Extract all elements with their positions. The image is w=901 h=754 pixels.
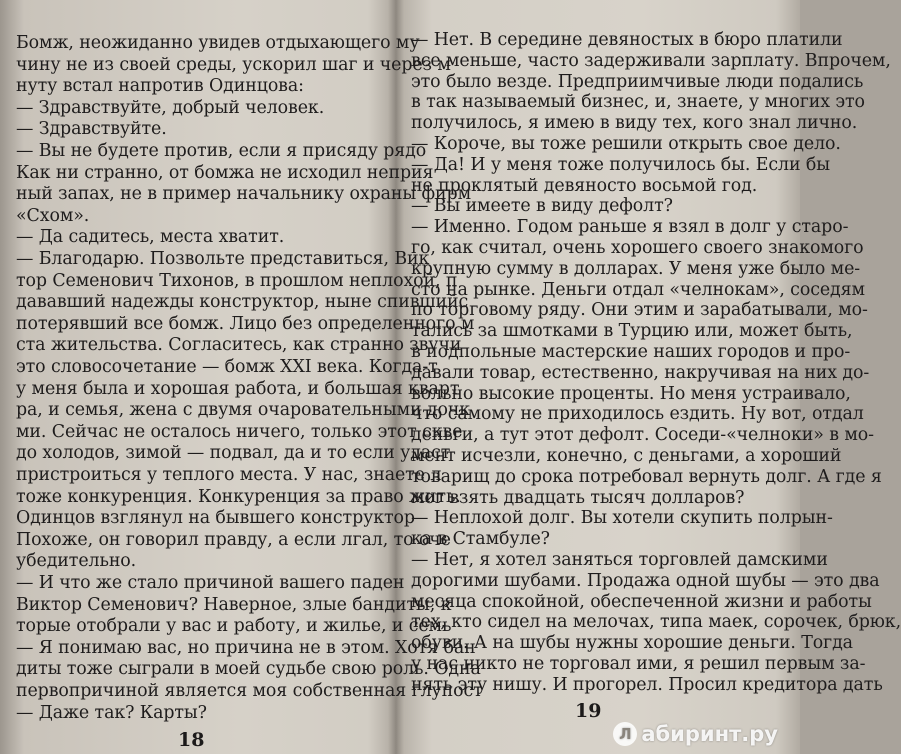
text-line: ка в Стамбуле? <box>411 529 550 550</box>
text-line: нуту встал напротив Одинцова: <box>16 76 304 97</box>
text-line: сто на рынке. Деньги отдал «челнокам», соседям <box>411 279 865 300</box>
text-line: — Нет. В середине девяностых в бюро платили <box>411 30 843 50</box>
text-line: в подпольные мастерские наших городов и про- <box>411 342 851 362</box>
text-line: Бомж, неожиданно увидев отдыхающего му <box>16 33 420 53</box>
left-page-number: 18 <box>178 729 205 751</box>
text-line: Одинцов взглянул на бывшего конструктор <box>16 508 415 529</box>
text-line: ста жительства. Согласитесь, как странно звучи <box>16 335 462 356</box>
text-line: у нас никто не торговал ими, я решил первым за- <box>411 654 866 674</box>
text-line: товарищ до срока потребовал вернуть долг. А где я <box>411 466 882 487</box>
text-line: «Схом». <box>16 205 90 226</box>
text-line: ный запах, не в пример начальнику охраны фирм <box>16 184 472 205</box>
text-line: пристроиться у теплого места. У нас, знаете л <box>16 465 442 485</box>
text-line: не проклятый девяносто восьмой год. <box>411 175 758 196</box>
text-line: — Да садитесь, места хватит. <box>16 227 285 248</box>
text-line: крупную сумму в долларах. У меня уже было ме- <box>411 258 861 279</box>
text-line: месяца спокойной, обеспеченной жизни и работы <box>411 591 872 612</box>
text-line: это словосочетание — бомж XXI века. Когда-т <box>16 357 438 377</box>
text-line: Виктор Семенович? Наверное, злые бандиты, к <box>16 594 452 615</box>
text-line: потерявший все бомж. Лицо без определенного м <box>16 313 475 334</box>
text-line: обуви. А на шубы нужны хорошие деньги. Тогда <box>411 633 853 654</box>
text-line: тор Семенович Тихонов, в прошлом неплохой, п <box>16 270 458 291</box>
text-line: дорогими шубами. Продажа одной шубы — это два <box>411 570 880 591</box>
text-line: мент исчезли, конечно, с деньгами, а хороший <box>411 446 842 466</box>
text-line: Как ни странно, от бомжа не исходил неприя <box>16 162 434 183</box>
text-line: тех, кто сидел на мелочах, типа маек, сорочек, брюк, <box>411 612 901 633</box>
watermark-text: абиринт.ру <box>641 722 778 746</box>
text-line: тоже конкуренция. Конкуренция за право жить. <box>16 486 461 507</box>
text-line: — Вы имеете в виду дефолт? <box>411 196 673 217</box>
text-line: что самому не приходилось ездить. Ну вот, отдал <box>411 404 864 425</box>
text-line: — И что же стало причиной вашего паден <box>16 573 405 593</box>
text-line: давали товар, естественно, накручивая на них до- <box>411 362 870 383</box>
text-line: торые отобрали у вас и работу, и жилье, и семь <box>16 616 452 637</box>
text-line: мог взять двадцать тысяч долларов? <box>411 487 745 508</box>
text-line: получилось, я имею в виду тех, кого знал лично. <box>411 113 858 134</box>
labirint-logo-icon: Л <box>613 722 637 746</box>
text-line: все меньше, часто задерживали зарплату. Впрочем, <box>411 50 891 71</box>
text-line: — Короче, вы тоже решили открыть свое дело. <box>411 134 841 154</box>
text-line: вольно высокие проценты. Но меня устраивало, <box>411 383 851 404</box>
text-line: — Даже так? Карты? <box>16 702 207 723</box>
text-line: — Неплохой долг. Вы хотели скупить полрын- <box>411 508 833 529</box>
text-line: — Именно. Годом раньше я взял в долг у старо- <box>411 217 849 238</box>
text-line: — Да! И у меня тоже получилось бы. Если бы <box>411 154 830 175</box>
text-line: у меня была и хорошая работа, и большая кварт <box>16 378 460 399</box>
text-line: деньги, а тут этот дефолт. Соседи-«челноки» в мо- <box>411 425 874 446</box>
text-line: — Здравствуйте, добрый человек. <box>16 97 325 118</box>
text-line: первопричиной является моя собственная глупост <box>16 681 483 701</box>
text-line: — Я понимаю вас, но причина не в этом. Хотя бан <box>16 637 476 658</box>
text-line: — Благодарю. Позвольте представиться, Вик <box>16 249 430 269</box>
text-line: ми. Сейчас не осталось ничего, только этот скве <box>16 421 463 442</box>
text-line: го, как считал, очень хорошего своего знакомого <box>411 238 864 258</box>
text-line: чину не из своей среды, ускорил шаг и через м <box>16 54 451 75</box>
text-line: в так называемый бизнес, и, знаете, у многих это <box>411 92 865 113</box>
text-line: — Здравствуйте. <box>16 119 167 140</box>
text-line: до холодов, зимой — подвал, да и то если удаст <box>16 443 451 464</box>
text-line: по торговому ряду. Они этим и зарабатывали, мо- <box>411 300 868 321</box>
text-line: ра, и семья, жена с двумя очаровательными дочк <box>16 400 471 421</box>
text-line: — Нет, я хотел заняться торговлей дамскими <box>411 550 828 570</box>
labirint-watermark <box>613 722 778 746</box>
text-line: это было везде. Предприимчивые люди подались <box>411 71 864 92</box>
text-line: нять эту нишу. И прогорел. Просил кредитора дать <box>411 674 883 695</box>
text-line: диты тоже сыграли в моей судьбе свою роль. Одна <box>16 659 481 680</box>
text-line: убедительно. <box>16 551 137 572</box>
text-line: — Вы не будете против, если я присяду рядо <box>16 141 427 161</box>
right-page-number: 19 <box>575 700 602 722</box>
text-line: тались за шмотками в Турцию или, может быть, <box>411 321 853 342</box>
text-line: дававший надежды конструктор, ныне спившийс <box>16 292 469 313</box>
text-line: Похоже, он говорил правду, а если лгал, то оче <box>16 529 451 550</box>
